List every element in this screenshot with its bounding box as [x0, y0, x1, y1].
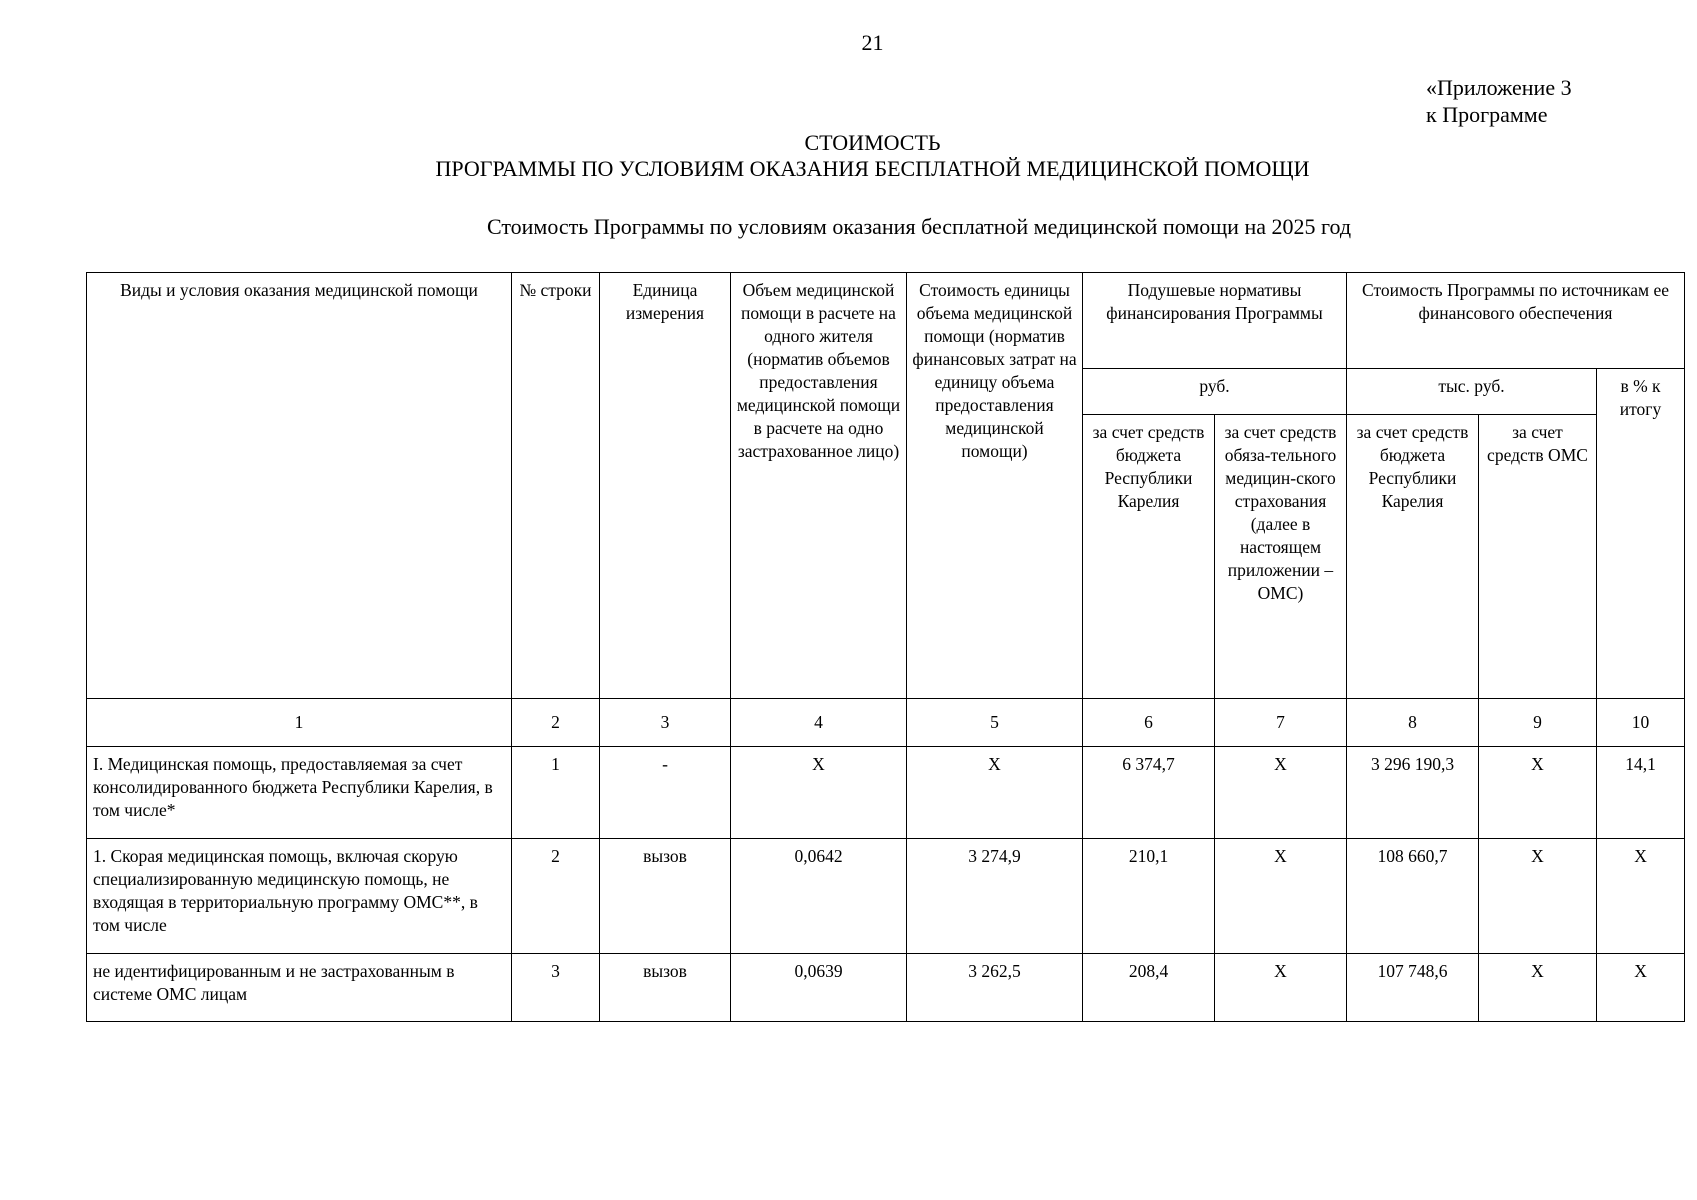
row-percent: Х: [1597, 954, 1685, 1022]
column-number: 6: [1083, 699, 1215, 747]
column-number: 3: [600, 699, 731, 747]
row-norm-budget: 6 374,7: [1083, 747, 1215, 839]
table-row: [87, 839, 1685, 954]
row-norm-oms: Х: [1215, 747, 1347, 839]
row-volume: 0,0642: [731, 839, 907, 954]
header-unit-thousand-rub: тыс. руб.: [1347, 369, 1597, 415]
header-row-1: [87, 273, 1685, 369]
header-norm-budget: за счет средств бюджета Республики Карелия: [1083, 415, 1215, 699]
header-percent: в % к итогу: [1597, 369, 1685, 699]
row-number: 1: [512, 747, 600, 839]
row-percent: Х: [1597, 839, 1685, 954]
column-number: 7: [1215, 699, 1347, 747]
row-number: 2: [512, 839, 600, 954]
header-volume: Объем медицинской помощи в расчете на одного жителя (норматив объемов предоставления медицинской помощи в расчете на одно застрахованное лицо): [731, 273, 907, 699]
table-caption: Стоимость Программы по условиям оказания бесплатной медицинской помощи на 2025 год: [486, 214, 1352, 239]
document-title: [0, 130, 1697, 182]
row-name: I. Медицинская помощь, предоставляемая за счет консолидированного бюджета Республики Карелия, в том числе*: [87, 747, 512, 839]
cost-table: [86, 272, 1685, 1022]
header-norm-oms: за счет средств обяза-тельного медицин-ского страхования (далее в настоящем приложении – ОМС): [1215, 415, 1347, 699]
column-number: 9: [1479, 699, 1597, 747]
header-unit-cost: Стоимость единицы объема медицинской помощи (норматив финансовых затрат на единицу объема предоставления медицинской помощи): [907, 273, 1083, 699]
table-row: [87, 747, 1685, 839]
header-per-capita-norms: Подушевые нормативы финансирования Программы: [1083, 273, 1347, 369]
row-norm-oms: Х: [1215, 839, 1347, 954]
row-unit: -: [600, 747, 731, 839]
appendix-line-1: «Приложение 3: [1426, 75, 1572, 100]
row-unit-cost: Х: [907, 747, 1083, 839]
row-cost-budget: 107 748,6: [1347, 954, 1479, 1022]
row-cost-budget: 3 296 190,3: [1347, 747, 1479, 839]
row-norm-budget: 208,4: [1083, 954, 1215, 1022]
row-name: 1. Скорая медицинская помощь, включая скорую специализированную медицинскую помощь, не входящая в территориальную программу ОМС**, в том числе: [87, 839, 512, 954]
row-percent: 14,1: [1597, 747, 1685, 839]
column-number: 8: [1347, 699, 1479, 747]
header-unit: Единица измерения: [600, 273, 731, 699]
header-cost-oms: за счет средств ОМС: [1479, 415, 1597, 699]
appendix-note: [1426, 74, 1572, 128]
row-cost-budget: 108 660,7: [1347, 839, 1479, 954]
page-number: 21: [861, 30, 884, 55]
column-number: 4: [731, 699, 907, 747]
column-number: 10: [1597, 699, 1685, 747]
appendix-line-2: к Программе: [1426, 102, 1548, 127]
header-row-no: № строки: [512, 273, 600, 699]
table-row: [87, 954, 1685, 1022]
row-volume: Х: [731, 747, 907, 839]
row-unit: вызов: [600, 839, 731, 954]
title-line-2: ПРОГРАММЫ ПО УСЛОВИЯМ ОКАЗАНИЯ БЕСПЛАТНОЙ МЕДИЦИНСКОЙ ПОМОЩИ: [435, 156, 1310, 181]
row-cost-oms: Х: [1479, 954, 1597, 1022]
row-norm-budget: 210,1: [1083, 839, 1215, 954]
row-unit-cost: 3 262,5: [907, 954, 1083, 1022]
header-cost-budget: за счет средств бюджета Республики Карелия: [1347, 415, 1479, 699]
column-number: 1: [87, 699, 512, 747]
header-unit-rub: руб.: [1083, 369, 1347, 415]
row-cost-oms: Х: [1479, 747, 1597, 839]
column-number-row: [87, 699, 1685, 747]
row-name: не идентифицированным и не застрахованным в системе ОМС лицам: [87, 954, 512, 1022]
header-program-cost: Стоимость Программы по источникам ее финансового обеспечения: [1347, 273, 1685, 369]
row-unit: вызов: [600, 954, 731, 1022]
header-kinds: Виды и условия оказания медицинской помощи: [87, 273, 512, 699]
title-line-1: СТОИМОСТЬ: [804, 130, 941, 155]
row-unit-cost: 3 274,9: [907, 839, 1083, 954]
column-number: 2: [512, 699, 600, 747]
column-number: 5: [907, 699, 1083, 747]
row-norm-oms: Х: [1215, 954, 1347, 1022]
row-number: 3: [512, 954, 600, 1022]
row-volume: 0,0639: [731, 954, 907, 1022]
row-cost-oms: Х: [1479, 839, 1597, 954]
